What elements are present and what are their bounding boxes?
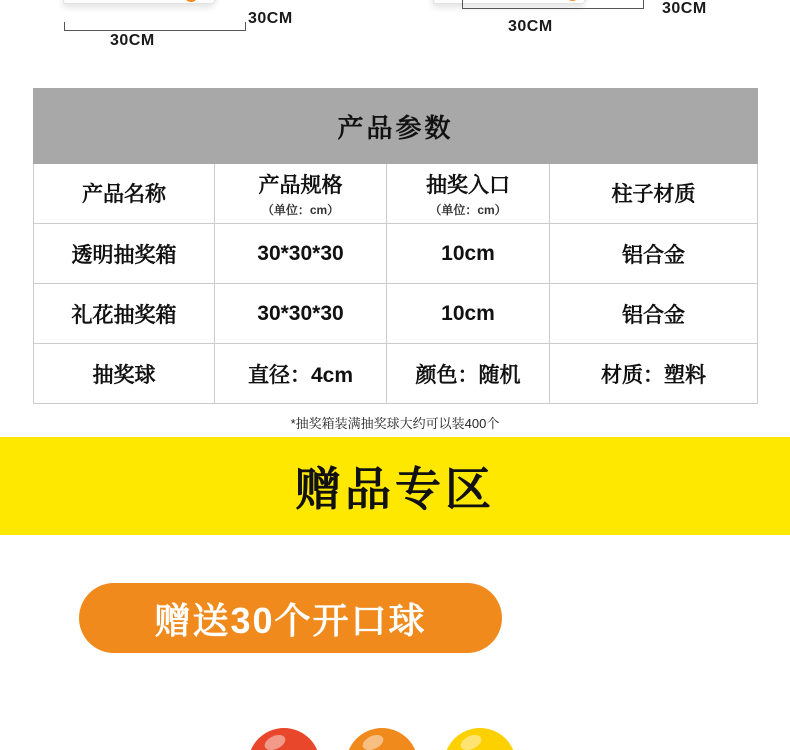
table-cell: 10cm (387, 224, 550, 284)
column-header-sub: （单位：cm） (261, 203, 340, 217)
table-cell: 铝合金 (550, 224, 758, 284)
box-body (62, 0, 233, 4)
table-cell: 礼花抽奖箱 (34, 284, 215, 344)
table-cell: 铝合金 (550, 284, 758, 344)
table-column-row (34, 164, 758, 224)
table-cell: 30*30*30 (215, 284, 387, 344)
dimension-label-left-front: 30CM (110, 32, 155, 49)
column-header-product-name (34, 164, 215, 224)
gift-banner (0, 437, 790, 535)
column-header-spec (215, 164, 387, 224)
table-cell: 材质：塑料 (550, 344, 758, 404)
box-body (432, 0, 603, 4)
column-header-label: 柱子材质 (611, 182, 696, 206)
table-cell: 直径：4cm (215, 344, 387, 404)
column-header-entry (387, 164, 550, 224)
table-cell: 抽奖球 (34, 344, 215, 404)
column-header-label: 产品名称 (82, 182, 166, 206)
dimension-label-right-front: 30CM (508, 18, 553, 35)
ball-orange (346, 728, 418, 750)
table-cell: 30*30*30 (215, 224, 387, 284)
dim-tick (245, 22, 246, 31)
product-parameters-section (33, 88, 757, 432)
dim-tick (643, 0, 644, 9)
table-row (34, 224, 758, 284)
table-header-row (34, 89, 758, 164)
table-row (34, 284, 758, 344)
column-header-label: 抽奖入口 (426, 174, 510, 197)
gift-banner-title: 赠品专区 (295, 463, 495, 515)
gift-offer-pill (79, 583, 502, 653)
bottom-balls-photo (0, 690, 790, 750)
dimension-label-right-side: 30CM (662, 0, 707, 17)
product-photo-strip (0, 0, 790, 62)
box-side (584, 0, 612, 1)
table-cell: 颜色：随机 (387, 344, 550, 404)
gift-offer-label: 赠送30个开口球 (154, 599, 427, 641)
dim-line (462, 8, 644, 9)
table-footnote: *抽奖箱装满抽奖球大约可以装400个 (290, 416, 500, 431)
table-title: 产品参数 (34, 89, 758, 164)
product-photo-left (62, 0, 248, 24)
ball-red (248, 728, 320, 750)
column-header-material (550, 164, 758, 224)
column-header-sub: （单位：cm） (429, 203, 507, 217)
box-side (214, 0, 242, 1)
table-cell: 透明抽奖箱 (34, 224, 215, 284)
dimension-label-left-side: 30CM (248, 10, 293, 27)
dim-line (64, 30, 246, 31)
product-parameters-table (33, 88, 758, 404)
table-row (34, 344, 758, 404)
ball-yellow (444, 728, 516, 750)
table-cell: 10cm (387, 284, 550, 344)
column-header-label: 产品规格 (258, 174, 343, 197)
